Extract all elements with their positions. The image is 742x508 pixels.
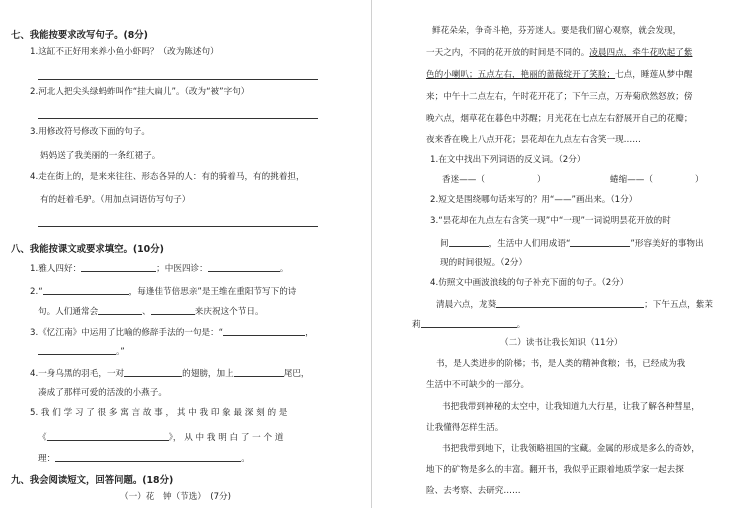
sec7-q4-line1: 4.走在街上的，是来来往往、形态各异的人：有的骑着马，有的挑着担， — [30, 172, 305, 182]
passage2-line: 险、去考察、去研究…… — [426, 486, 521, 496]
sec8-q2: 2.“ ，每逢佳节倍思亲”是王维在重阳节写下的诗 — [30, 287, 297, 297]
sec7-q1: 1.这缸不正好用来养小鱼小虾吗？（改为陈述句） — [30, 47, 219, 57]
reading-q4: 4.仿照文中画波浪线的句子补充下面的句子。（2分） — [430, 278, 629, 288]
answer-line[interactable] — [38, 79, 318, 80]
sec9-sub1: （一）花 钟（节选） (7分) — [120, 492, 231, 502]
passage-line: 鲜花朵朵，争奇斗艳，芬芳迷人。要是我们留心观察，就会发现， — [432, 26, 682, 36]
passage2-line: 让我懂得怎样生活。 — [426, 423, 504, 433]
reading-q1: 1.在文中找出下列词语的反义词。（2分） — [430, 155, 586, 165]
passage-line: 来；中午十二点左右，午时花开花了；下午三点，万寿菊欣然怒放；傍 — [426, 92, 693, 102]
blank[interactable] — [570, 237, 630, 247]
reading-q3-cont: 间 ，生活中人们用成语“ ”形容美好的事物出 — [440, 239, 704, 249]
reading-q3-cont2: 现的时间很短。（2分） — [440, 258, 528, 268]
reading-sub2: （二）读书让我长知识（11分） — [500, 338, 623, 348]
sec8-q5-cont: 《 》， 从 中 我 明 白 了 一 个 道 — [38, 433, 284, 443]
blank[interactable] — [208, 262, 280, 272]
sec7-q3-sentence: 妈妈送了我美丽的一条红裙子。 — [40, 151, 161, 161]
section-7-title: 七、我能按要求改写句子。(8分) — [11, 30, 148, 41]
passage-line: 夜来香在晚上八点开花；昙花却在九点左右含笑一现…… — [426, 135, 641, 145]
blank[interactable] — [223, 326, 305, 336]
reading-q2: 2.短文是围绕哪句话来写的？用“——”画出来。（1分） — [430, 195, 638, 205]
sec7-q4-line2: 有的赶着毛驴。（用加点词语仿写句子） — [40, 195, 191, 205]
blank[interactable] — [47, 431, 169, 441]
passage2-line: 书把我带到神秘的太空中，让我知道九大行星，让我了解各种彗星， — [442, 402, 700, 412]
reading-q1-word1: 香迷——（ ） — [442, 175, 546, 185]
passage-line: 晚六点，烟草花在暮色中苏醒；月光花在七点左右舒展开自己的花瓣； — [426, 114, 693, 124]
answer-line[interactable] — [38, 118, 318, 119]
reading-q1-word2: 蜷缩——（ ） — [610, 175, 704, 185]
sec8-q4: 4.一身乌黑的羽毛，一对 的翅膀，加上 尾巴， — [30, 369, 310, 379]
blank[interactable] — [421, 318, 517, 328]
sec8-q1: 1.雅人四好： ；中医四诊： 。 — [30, 264, 289, 274]
blank[interactable] — [81, 262, 156, 272]
section-9-title: 九、我会阅读短文，回答问题。(18分) — [11, 475, 174, 486]
answer-line[interactable] — [38, 226, 318, 227]
sec8-q3-cont: 。” — [38, 345, 125, 358]
blank[interactable] — [449, 237, 489, 247]
sec8-q2-cont: 句。人们通常会 、 来庆祝这个节日。 — [38, 307, 264, 317]
passage2-line: 书把我带到地下，让我领略祖国的宝藏。金属的形成是多么的奇妙， — [442, 444, 700, 454]
sec7-q2: 2.河北人把尖头绿蚂蚱叫作“挂大扁儿”。（改为“被”字句） — [30, 87, 250, 97]
blank[interactable] — [38, 345, 116, 355]
blank[interactable] — [151, 305, 195, 315]
passage-line: 色的小喇叭；五点左右，艳丽的蔷薇绽开了笑脸；七点，睡莲从梦中醒 — [426, 70, 693, 80]
passage-line: 一天之内，不同的花开放的时间是不同的。凌晨四点，牵牛花吹起了紫 — [426, 48, 693, 58]
sec8-q5-cont2: 理： 。 — [38, 454, 250, 464]
sec8-q5: 5. 我 们 学 习 了 很 多 寓 言 故 事 ， 其 中 我 印 象 最 深 刻 的 是 — [30, 408, 288, 418]
sec7-q3: 3.用修改符号修改下面的句子。 — [30, 127, 150, 137]
reading-q3: 3.“昙花却在九点左右含笑一现”中“一现”一词说明昙花开放的时 — [430, 216, 671, 226]
reading-q4-cont2: 莉 。 — [412, 320, 526, 330]
blank[interactable] — [98, 305, 142, 315]
blank[interactable] — [43, 285, 129, 295]
passage2-line: 书，是人类进步的阶梯；书，是人类的精神食粮；书，已经成为我 — [436, 359, 686, 369]
blank[interactable] — [124, 367, 182, 377]
blank[interactable] — [496, 298, 644, 308]
reading-q4-cont: 清晨六点，龙葵 ；下午五点，紫茉 — [436, 300, 713, 310]
sec8-q4-cont: 凑成了那样可爱的活泼的小燕子。 — [38, 388, 167, 398]
passage2-line: 地下的矿物是多么的丰富。翻开书，我似乎正跟着地质学家一起去探 — [426, 465, 684, 475]
sec8-q3: 3.《忆江南》中运用了比喻的修辞手法的一句是：“ ， — [30, 328, 314, 338]
column-divider — [371, 0, 372, 508]
section-8-title: 八、我能按课文或要求填空。(10分) — [11, 244, 164, 255]
blank[interactable] — [234, 367, 284, 377]
passage2-line: 生活中不可缺少的一部分。 — [426, 380, 530, 390]
blank[interactable] — [55, 452, 241, 462]
